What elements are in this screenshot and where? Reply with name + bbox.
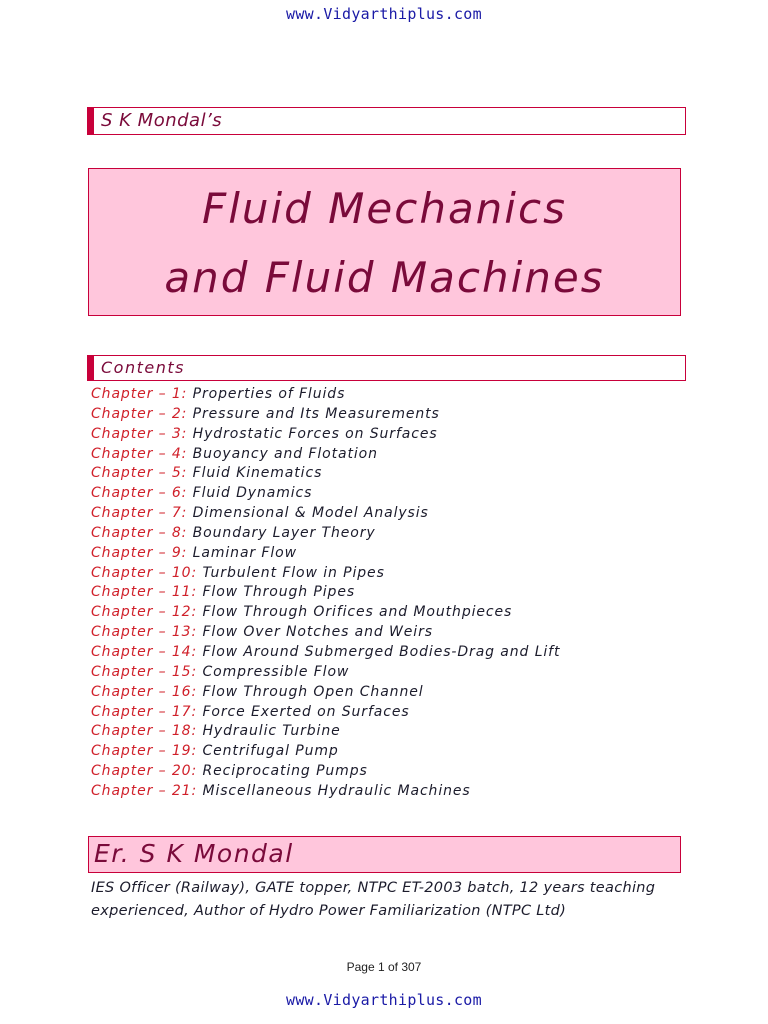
chapter-list — [91, 385, 691, 802]
chapter-item — [91, 722, 691, 742]
chapter-label: Chapter – 21: — [91, 782, 198, 799]
chapter-title: Properties of Fluids — [192, 386, 346, 402]
chapter-title: Flow Over Notches and Weirs — [202, 624, 433, 641]
chapter-title: Flow Through Open Channel — [202, 683, 424, 700]
chapter-item — [91, 583, 691, 603]
chapter-label: Chapter – 18: — [91, 723, 198, 740]
chapter-item — [91, 742, 691, 762]
chapter-title: Centrifugal Pump — [202, 743, 339, 760]
author-name-box — [88, 836, 681, 873]
chapter-item — [91, 564, 691, 584]
chapter-label: Chapter – 14: — [91, 643, 198, 660]
chapter-item — [91, 683, 691, 703]
chapter-title: Flow Through Orifices and Mouthpieces — [202, 604, 513, 621]
chapter-title: Laminar Flow — [192, 544, 297, 561]
chapter-title: Buoyancy and Flotation — [192, 445, 378, 462]
chapter-item — [91, 464, 691, 484]
chapter-item — [91, 544, 691, 564]
chapter-title: Boundary Layer Theory — [192, 524, 376, 541]
chapter-item — [91, 782, 691, 802]
contents-heading-box — [87, 355, 686, 381]
chapter-item — [91, 623, 691, 643]
author-bio-line-1: IES Officer (Railway), GATE topper, NTPC ET-2003 batch, 12 years teaching — [91, 880, 656, 896]
chapter-label: Chapter – 9: — [91, 544, 188, 561]
chapter-item — [91, 663, 691, 683]
chapter-title: Turbulent Flow in Pipes — [202, 564, 385, 581]
chapter-title: Compressible Flow — [202, 663, 350, 680]
chapter-title: Fluid Kinematics — [192, 465, 323, 482]
chapter-item — [91, 484, 691, 504]
chapter-label: Chapter – 6: — [91, 485, 188, 502]
chapter-title: Hydraulic Turbine — [202, 723, 341, 740]
chapter-label: Chapter – 20: — [91, 763, 198, 780]
chapter-label: Chapter – 12: — [91, 604, 198, 621]
chapter-label: Chapter – 4: — [91, 445, 188, 462]
chapter-item — [91, 703, 691, 723]
chapter-label: Chapter – 2: — [91, 405, 188, 422]
chapter-label: Chapter – 8: — [91, 524, 188, 541]
chapter-label: Chapter – 5: — [91, 465, 188, 482]
chapter-item — [91, 643, 691, 663]
document-title-line-2: and Fluid Machines — [164, 253, 605, 302]
chapter-label: Chapter – 11: — [91, 584, 198, 601]
chapter-item — [91, 603, 691, 623]
chapter-title: Miscellaneous Hydraulic Machines — [202, 782, 471, 799]
chapter-title: Hydrostatic Forces on Surfaces — [192, 425, 438, 442]
author-name: Er. S K Mondal — [94, 839, 294, 868]
title-box — [88, 168, 681, 316]
document-title-line-1: Fluid Mechanics — [202, 184, 567, 233]
chapter-label: Chapter – 17: — [91, 703, 198, 720]
footer-site-url: www.Vidyarthiplus.com — [286, 991, 482, 1009]
chapter-title: Flow Through Pipes — [202, 584, 356, 601]
chapter-label: Chapter – 3: — [91, 425, 188, 442]
chapter-item — [91, 385, 691, 405]
chapter-label: Chapter – 13: — [91, 624, 198, 641]
author-label-box — [87, 107, 686, 135]
chapter-title: Force Exerted on Surfaces — [202, 703, 410, 720]
accent-bar — [88, 108, 94, 134]
chapter-title: Pressure and Its Measurements — [192, 405, 440, 422]
chapter-item — [91, 405, 691, 425]
chapter-label: Chapter – 7: — [91, 505, 188, 522]
chapter-item — [91, 762, 691, 782]
chapter-item — [91, 524, 691, 544]
header-site-url: www.Vidyarthiplus.com — [286, 5, 482, 23]
chapter-label: Chapter – 15: — [91, 663, 198, 680]
chapter-label: Chapter – 10: — [91, 564, 198, 581]
contents-heading: Contents — [101, 358, 185, 377]
chapter-item — [91, 425, 691, 445]
chapter-title: Fluid Dynamics — [192, 485, 313, 502]
chapter-label: Chapter – 16: — [91, 683, 198, 700]
accent-bar — [88, 356, 94, 380]
chapter-label: Chapter – 19: — [91, 743, 198, 760]
page-number: Page 1 of 307 — [346, 960, 422, 974]
chapter-item — [91, 445, 691, 465]
chapter-label: Chapter – 1: — [91, 386, 188, 402]
author-label: S K Mondal’s — [101, 110, 223, 131]
chapter-title: Dimensional & Model Analysis — [192, 505, 429, 522]
chapter-item — [91, 504, 691, 524]
chapter-title: Reciprocating Pumps — [202, 763, 368, 780]
author-bio-line-2: experienced, Author of Hydro Power Familiarization (NTPC Ltd) — [91, 903, 567, 919]
chapter-title: Flow Around Submerged Bodies-Drag and Lift — [202, 643, 561, 660]
